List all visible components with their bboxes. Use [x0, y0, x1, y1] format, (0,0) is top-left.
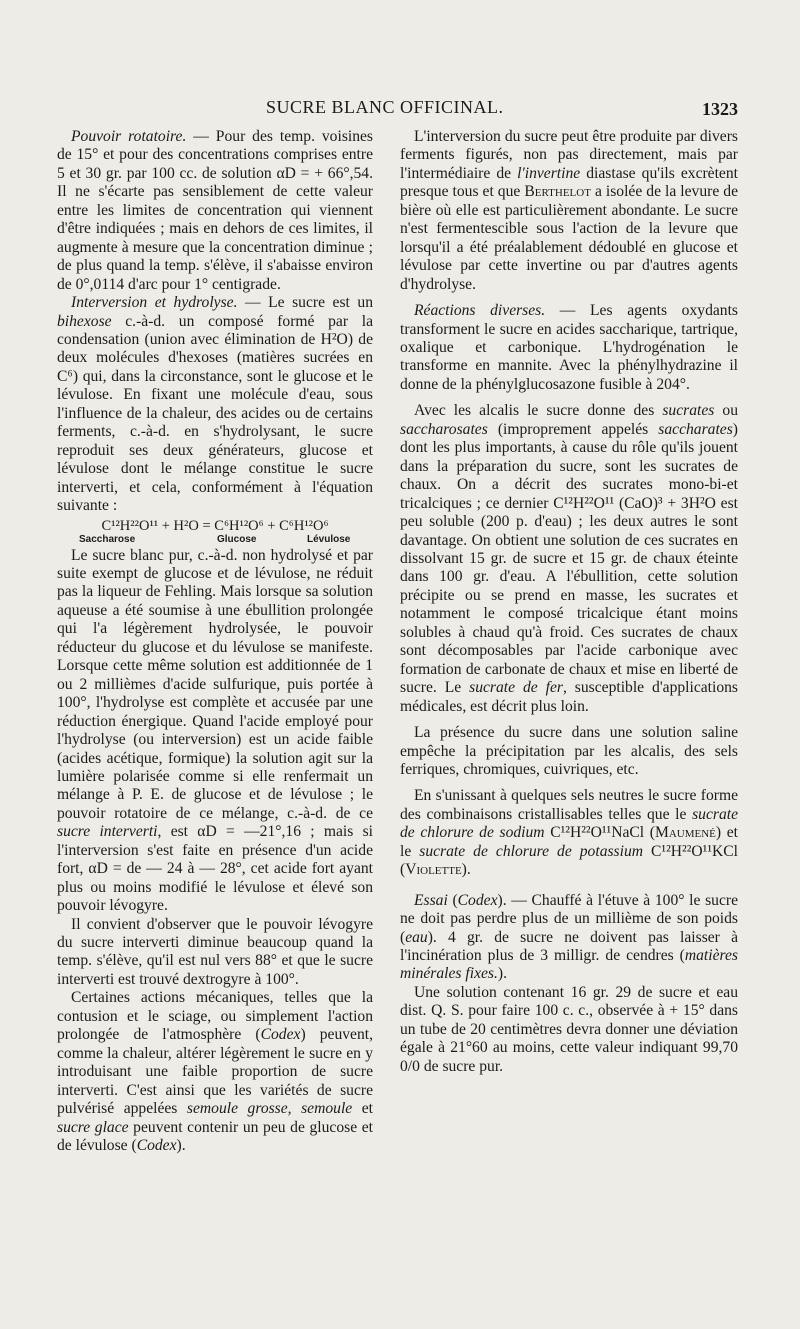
- term-saccharates: saccharates: [658, 420, 733, 438]
- reference-codex: Codex: [136, 1137, 177, 1155]
- paragraph-pouvoir-rotatoire: [57, 128, 373, 294]
- paragraph-text: c.-à-d. un composé formé par la condensation (union avec élimination de H²O) de deux molécules d'hexoses (matières sucrées en C⁶) qui, dans la circonstance, sont le glucose et le lévulose. En fixant une molécule d'eau, sous l'influence de la chaleur, des acides ou de certains ferments, c.-à-d. en s'hydrolysant, le sucre reproduit ses deux générateurs, glucose et lévulose dont le mélange constitue le sucre interverti, et cela, conformément à l'équation suivante :: [57, 312, 373, 515]
- paragraph-solution-dosage: [400, 984, 738, 1076]
- paragraph-essai: [400, 892, 738, 984]
- term-bihexose: bihexose: [57, 312, 112, 330]
- paragraph-actions-mecaniques: [57, 989, 373, 1155]
- equation-block: [57, 518, 373, 546]
- term-matieres-minerales: matières minérales fixes.: [400, 947, 738, 983]
- paragraph-text: diastase qu'ils excrètent presque tous et que: [400, 164, 738, 201]
- paragraph-text: Le sucre blanc pur, c.-à-d. non hydrolysé et par suite exempt de glucose et de lévulose, ne réduit pas la liqueur de Fehling. Mais lorsque sa solution aqueuse a été soumise à une ébullition prolongée qui l'a légèrement hydrolysée, le pouvoir réducteur du glucose et du lévulose se manifeste. Lorsque cette même solution est additionnée de 1 ou 2 millièmes d'acide sulfurique, puis portée à 100°, l'hydrolyse est complète et accusée par une réduction énergique. Quand l'acide employé pour l'hydrolyse (ou interversion) est un acide faible (acides acétique, formique) la solution agit sur la lumière polarisée comme si elle renfermait un mélange à P. E. de glucose et de lévulose ; le pouvoir rotatoire de ce mélange, c.-à-d. de ce: [57, 546, 373, 822]
- paragraph-text: et: [352, 1100, 373, 1118]
- paragraph-text: ) dont les plus importants, à cause du rôle qu'ils jouent dans la préparation du sucre, sont les sucrates de chaux. On a décrit des sucrates mono-bi-et tricalciques ; ce dernier C¹²H²²O¹¹ (CaO)³ + 3H²O est peu soluble (200 p. d'eau) ; les deux autres le sont davantage. On obtient une solution de ces sucrates en dissolvant 15 gr. de sucre et 15 gr. de chaux éteinte dans 100 gr. d'eau. A l'ébullition, cette solution précipite ou se prend en masse, les sucrates et notamment le composé tricalcique étant moins solubles à chaud qu'à froid. Ces sucrates de chaux sont décomposables par l'acide carbonique avec formation de carbonate de chaux et mise en liberté de sucre. Le: [400, 420, 738, 697]
- paragraph-text: , est αD = —21°,16 ; mais si l'interversion s'est faite en présence d'un acide fort, αD = de — 24 à — 28°, cet acide fort ayant plus ou moins modifié le lévulose et élevé son pouvoir lévogyre.: [57, 823, 374, 915]
- section-heading: Essai: [414, 891, 448, 909]
- paragraph-solution-saline: [400, 724, 738, 779]
- paragraph-interversion: [57, 294, 373, 515]
- paragraph-text: En s'unissant à quelques sels neutres le sucre forme des combinaisons cristallisables telles que le: [400, 787, 738, 823]
- paragraph-text: (: [447, 891, 458, 909]
- equation-labels: [57, 534, 373, 546]
- paragraph-text: L'interversion du sucre peut être produite par divers ferments figurés, non pas directement, mais par l'intermédiaire de: [400, 128, 738, 182]
- paragraph-text: , susceptible d'applications médicales, est décrit plus loin.: [400, 679, 738, 715]
- term-invertine: l'invertine: [517, 164, 581, 182]
- paragraph-text: ).: [461, 861, 471, 879]
- section-heading: Réactions diverses.: [414, 302, 546, 320]
- term-sucre-glace: sucre glace: [57, 1118, 129, 1136]
- paragraph-sels-neutres: [400, 787, 738, 879]
- term-sucre-interverti: sucre interverti: [57, 823, 158, 841]
- paragraph-sucre-blanc-pur: [57, 547, 373, 916]
- paragraph-text: ). 4 gr. de sucre ne doivent pas laisser à l'incinération plus de 3 milligr. de cendres (: [400, 928, 738, 965]
- author-violette: Violette: [405, 861, 462, 879]
- author-berthelot: Berthelot: [524, 183, 591, 201]
- paragraph-text: C¹²H²²O¹¹KCl (: [400, 842, 738, 879]
- right-column: [400, 128, 738, 1076]
- paragraph-text: (improprement appelés: [487, 420, 659, 438]
- paragraph-text: ) et le: [400, 824, 738, 860]
- paragraph-text: peuvent contenir un peu de glucose et de lévulose (: [57, 1118, 373, 1155]
- equation-label-levulose: Lévulose: [307, 533, 351, 545]
- paragraph-text: Certaines actions mécaniques, telles que la contusion et le sciage, ou simplement l'action prolongée de l'atmosphère (: [57, 989, 373, 1044]
- paragraph-text: ).: [176, 1137, 186, 1155]
- left-column: [57, 128, 373, 1155]
- paragraph-levogyre: [57, 916, 373, 990]
- term-sucrates: sucrates: [662, 402, 715, 420]
- paragraph-text: ) peuvent, comme la chaleur, altérer légèrement le sucre en y introduisant une faible proportion de sucre interverti. C'est ainsi que les variétés de sucre pulvérisé appelées: [57, 1026, 373, 1118]
- page-header: [0, 97, 800, 121]
- paragraph-text: ).: [497, 965, 507, 983]
- paragraph-text: a isolée de la levure de bière où elle est particulièrement abondante. Le sucre n'est fermentescible sous l'action de la levure que lorsqu'il a été préalablement dédoublé en glucose et lévulose par cette invertine ou par d'autres agents d'hydrolyse.: [400, 183, 738, 293]
- paragraph-text: Avec les alcalis le sucre donne des: [414, 402, 663, 420]
- reference-codex: Codex: [260, 1026, 301, 1044]
- paragraph-text: ). — Chauffé à l'étuve à 100° le sucre ne doit pas perdre plus de un millième de son poids (: [400, 891, 738, 946]
- paragraph-text: C¹²H²²O¹¹NaCl (: [544, 824, 655, 842]
- paragraph-alcalis: [400, 402, 738, 716]
- paragraph-text: — Les agents oxydants transforment le sucre en acides saccharique, tartrique, oxalique et carbonique. L'hydrogénation le transforme en mannite. Avec la phénylhydrazine il donne de la phénylglucosazone fusible à 204°.: [400, 302, 738, 393]
- paragraph-text: ou: [714, 402, 738, 420]
- page-number: 1323: [702, 99, 738, 119]
- section-heading: Pouvoir rotatoire.: [71, 128, 187, 145]
- term-eau: eau: [405, 928, 428, 946]
- paragraph-reactions: [400, 302, 738, 394]
- author-maumene: Maumené: [654, 824, 716, 842]
- equation-formula: C¹²H²²O¹¹ + H²O = C⁶H¹²O⁶ + C⁶H¹²O⁶: [101, 517, 329, 534]
- equation-label-saccharose: Saccharose: [79, 533, 136, 545]
- paragraph-text: Une solution contenant 16 gr. 29 de sucre et eau dist. Q. S. pour faire 100 c. c., observée à + 15° dans un tube de 20 centimètres devra donner une déviation égale à 21°60 au moins, cette valeur indiquant 99,70 0/0 de sucre pur.: [400, 983, 738, 1075]
- paragraph-text: — Le sucre est un: [237, 294, 373, 312]
- term-sucrate-fer: sucrate de fer: [469, 679, 563, 697]
- term-saccharosates: saccharosates: [400, 420, 488, 438]
- term-semoule: semoule grosse, semoule: [186, 1100, 353, 1118]
- term-sucrate-sodium: sucrate de chlorure de sodium: [400, 805, 738, 842]
- term-sucrate-potassium: sucrate de chlorure de potassium: [419, 842, 644, 860]
- paragraph-text: La présence du sucre dans une solution saline empêche la précipitation par les alcalis, des sels ferriques, chromiques, cuivriques, etc.: [400, 724, 738, 778]
- paragraph-ferments: [400, 128, 738, 294]
- paragraph-text: — Pour des temp. voisines de 15° et pour des concentrations comprises entre 5 et 30 gr. par 100 cc. de solution αD = + 66°,54. Il ne s'écarte pas sensiblement de cette valeur entre les limites de concentration qui viennent d'être indiquées ; mais en dehors de ces limites, il augmente à mesure que la concentration diminue ; de plus quand la temp. s'élève, il s'abaisse environ de 0°,0114 d'arc pour 1° centigrade.: [57, 128, 374, 293]
- paragraph-text: Il convient d'observer que le pouvoir lévogyre du sucre interverti diminue beaucoup quand la temp. s'élève, qu'il est nul vers 88° et que le sucre interverti est trouvé dextrogyre à 100°.: [57, 915, 373, 988]
- running-title: SUCRE BLANC OFFICINAL.: [266, 97, 504, 117]
- reference-codex: Codex: [457, 891, 498, 909]
- equation-label-glucose: Glucose: [217, 533, 257, 545]
- section-heading: Interversion et hydrolyse.: [71, 294, 238, 312]
